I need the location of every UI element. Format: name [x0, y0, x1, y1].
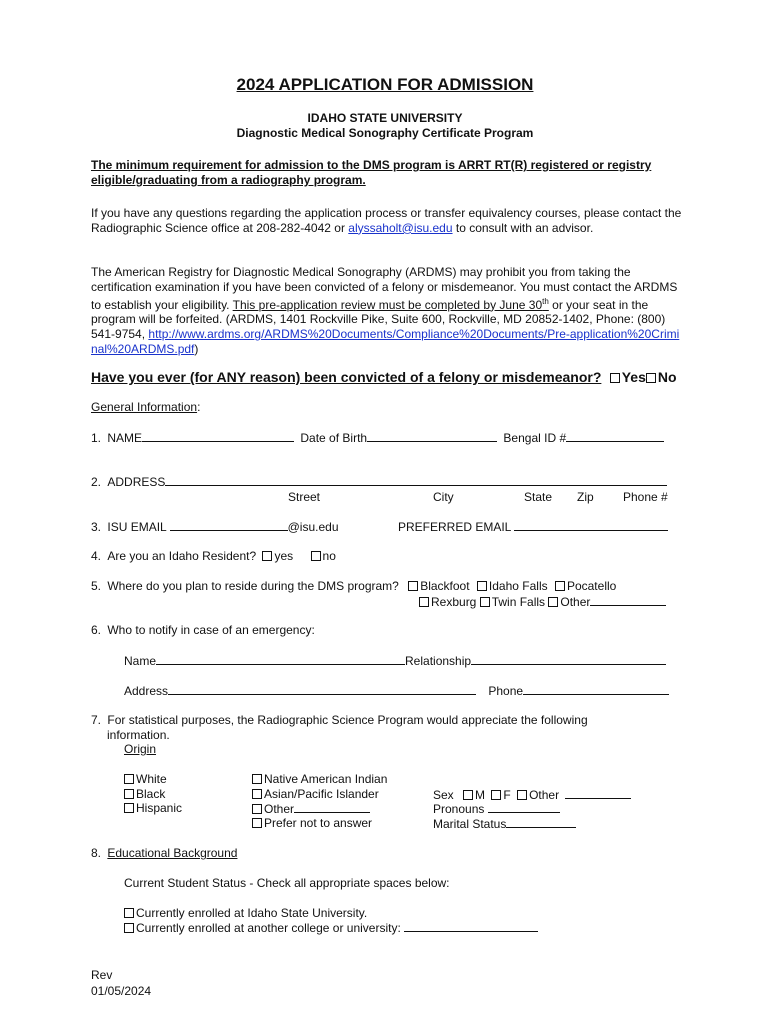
q4-row — [91, 549, 336, 563]
q1-row — [91, 430, 664, 445]
emergency-name-field[interactable] — [156, 653, 405, 665]
program-name: Diagnostic Medical Sonography Certificate Program — [236, 126, 534, 140]
checkbox-icon[interactable] — [124, 908, 134, 918]
phone-caption: Phone # — [623, 490, 668, 504]
relationship-label: Relationship — [405, 654, 472, 668]
checkbox-icon[interactable] — [610, 373, 620, 383]
q5-number: 5. — [91, 579, 102, 593]
education-heading: Educational Background — [107, 846, 238, 860]
emergency-question: Who to notify in case of an emergency: — [107, 623, 315, 637]
felony-yes-option[interactable]: Yes — [610, 369, 646, 385]
city-caption: City — [433, 490, 454, 504]
dob-label: Date of Birth — [300, 431, 368, 445]
ardms-url-link[interactable]: http://www.ardms.org/ARDMS%20Documents/Compliance%20Documents/Pre-application%20Criminal%20ARDMS.pdf — [91, 327, 680, 356]
origin-black[interactable]: Black — [124, 787, 165, 801]
option-rexburg[interactable]: Rexburg — [419, 595, 476, 609]
questions-text: If you have any questions regarding the application process or transfer equivalency courses, please contact the Radiographic Science office at 208-282-4042 or — [91, 206, 682, 235]
marital-label: Marital Status — [433, 817, 507, 831]
q5-row — [91, 579, 616, 593]
checkbox-icon[interactable] — [517, 790, 527, 800]
university-name: IDAHO STATE UNIVERSITY — [307, 111, 463, 125]
checkbox-icon[interactable] — [124, 803, 134, 813]
ardms-text-3: ) — [194, 341, 199, 356]
checkbox-icon[interactable] — [491, 790, 501, 800]
option-pocatello[interactable]: Pocatello — [555, 579, 616, 593]
questions-text-end: to consult with an advisor. — [452, 220, 594, 235]
option-blackfoot[interactable]: Blackfoot — [408, 579, 469, 593]
checkbox-icon[interactable] — [477, 581, 487, 591]
q6-number: 6. — [91, 623, 102, 637]
q8-number: 8. — [91, 846, 102, 860]
marital-row — [433, 816, 576, 831]
ardms-paragraph — [91, 265, 681, 357]
pronouns-field[interactable] — [488, 801, 560, 813]
ardms-text: The American Registry for Diagnostic Medical Sonography (ARDMS) may prohibit you from taking the certification examination if you have been convicted of a felony or misdemeanor. You must contact the ARDMS to establish your eligibility. — [91, 265, 678, 312]
state-caption: State — [524, 490, 553, 504]
emergency-row-2 — [124, 683, 669, 698]
q6-row — [91, 623, 315, 637]
q8-row — [91, 846, 237, 860]
statistical-text-2: information. — [107, 728, 170, 742]
enrolled-other-option[interactable]: Currently enrolled at another college or university: — [124, 920, 538, 935]
checkbox-icon[interactable] — [252, 774, 262, 784]
felony-no-option[interactable]: No — [646, 369, 677, 385]
checkbox-icon[interactable] — [408, 581, 418, 591]
felony-question: Have you ever (for ANY reason) been convicted of a felony or misdemeanor? — [91, 369, 602, 385]
dob-field[interactable] — [367, 430, 497, 442]
marital-field[interactable] — [506, 816, 576, 828]
emergency-name-label: Name — [124, 654, 157, 668]
sex-m-option[interactable]: M — [463, 788, 485, 802]
checkbox-icon[interactable] — [252, 804, 262, 814]
checkbox-icon[interactable] — [124, 774, 134, 784]
q1-number: 1. — [91, 431, 102, 445]
checkbox-icon[interactable] — [262, 551, 272, 561]
admission-requirement: The minimum requirement for admission to the DMS program is ARRT RT(R) registered or registry eligible/graduating from a radiography program. — [91, 158, 652, 187]
emergency-phone-label: Phone — [488, 684, 524, 698]
checkbox-icon[interactable] — [646, 373, 656, 383]
sex-other-field[interactable] — [565, 787, 631, 799]
other-college-field[interactable] — [404, 920, 538, 932]
isu-email-label: ISU EMAIL — [107, 520, 167, 534]
origin-heading: Origin — [124, 742, 157, 756]
resident-yes-option[interactable]: yes — [262, 549, 293, 563]
origin-asian-pacific[interactable]: Asian/Pacific Islander — [252, 787, 379, 801]
address-label: ADDRESS — [107, 475, 166, 489]
ardms-deadline — [233, 298, 549, 312]
preferred-email-row — [398, 519, 668, 534]
checkbox-icon[interactable] — [252, 818, 262, 828]
questions-paragraph — [91, 206, 691, 236]
q7-row — [91, 713, 588, 727]
ardms-text-2: or your seat in the program will be forfeited. (ARDMS, 1401 Rockville Pike, Suite 600, Rockville, MD 20852-1402, Phone: (800) 541-9754, — [91, 297, 666, 342]
relationship-field[interactable] — [471, 653, 666, 665]
ardms-deadline-sup: th — [542, 296, 549, 306]
option-idaho-falls[interactable]: Idaho Falls — [477, 579, 548, 593]
emergency-address-field[interactable] — [168, 683, 476, 695]
sex-other-option[interactable]: Other — [517, 788, 559, 802]
origin-other[interactable]: Other — [252, 801, 370, 816]
ardms-deadline-text: This pre-application review must be completed by June 30 — [232, 297, 543, 312]
option-other[interactable]: Other — [548, 595, 590, 609]
address-field[interactable] — [165, 474, 667, 486]
sex-label: Sex — [433, 788, 454, 802]
q2-row — [91, 474, 667, 489]
bengal-id-field[interactable] — [566, 430, 664, 442]
isu-email-field[interactable] — [170, 519, 288, 531]
emergency-row-1 — [124, 653, 666, 668]
checkbox-icon[interactable] — [419, 597, 429, 607]
origin-prefer-not[interactable]: Prefer not to answer — [252, 816, 372, 830]
sex-row — [433, 787, 631, 802]
pronouns-label: Pronouns — [433, 802, 485, 816]
checkbox-icon[interactable] — [480, 597, 490, 607]
checkbox-icon[interactable] — [555, 581, 565, 591]
resident-question: Are you an Idaho Resident? — [107, 549, 257, 563]
name-field[interactable] — [142, 430, 294, 442]
pronouns-row — [433, 801, 560, 816]
origin-other-field[interactable] — [294, 801, 370, 813]
advisor-email-link[interactable]: alyssaholt@isu.edu — [348, 220, 453, 235]
emergency-phone-field[interactable] — [523, 683, 669, 695]
option-twin-falls[interactable]: Twin Falls — [480, 595, 545, 609]
general-info-label: General Information — [91, 400, 198, 414]
street-caption: Street — [288, 490, 321, 504]
statistical-text: For statistical purposes, the Radiographic Science Program would appreciate the following — [107, 713, 588, 727]
felony-question-row — [91, 369, 677, 385]
preferred-email-field[interactable] — [514, 519, 668, 531]
zip-caption: Zip — [577, 490, 594, 504]
enrolled-isu-option[interactable]: Currently enrolled at Idaho State University. — [124, 906, 367, 920]
q2-number: 2. — [91, 475, 102, 489]
checkbox-icon[interactable] — [311, 551, 321, 561]
sex-f-option[interactable]: F — [491, 788, 510, 802]
general-info-heading — [91, 400, 200, 414]
q3-number: 3. — [91, 520, 102, 534]
checkbox-icon[interactable] — [463, 790, 473, 800]
student-status-text: Current Student Status - Check all appropriate spaces below: — [124, 876, 450, 890]
emergency-address-label: Address — [124, 684, 169, 698]
checkbox-icon[interactable] — [548, 597, 558, 607]
general-info-colon: : — [197, 400, 201, 414]
footer-rev: Rev — [91, 968, 113, 982]
origin-native-american[interactable]: Native American Indian — [252, 772, 387, 786]
origin-white[interactable]: White — [124, 772, 167, 786]
preferred-email-label: PREFERRED EMAIL — [398, 520, 511, 534]
name-label: NAME — [107, 431, 143, 445]
checkbox-icon[interactable] — [124, 923, 134, 933]
checkbox-icon[interactable] — [252, 789, 262, 799]
bengal-id-label: Bengal ID # — [503, 431, 567, 445]
other-location-field[interactable] — [590, 594, 666, 606]
resident-no-option[interactable]: no — [311, 549, 336, 563]
q7-number: 7. — [91, 713, 102, 727]
reside-question: Where do you plan to reside during the DMS program? — [107, 579, 399, 593]
origin-hispanic[interactable]: Hispanic — [124, 801, 182, 815]
q5-row-2 — [419, 594, 666, 609]
checkbox-icon[interactable] — [124, 789, 134, 799]
footer-date: 01/05/2024 — [91, 984, 152, 998]
isu-domain: @isu.edu — [287, 520, 339, 534]
page-title: 2024 APPLICATION FOR ADMISSION — [236, 75, 534, 94]
q4-number: 4. — [91, 549, 102, 563]
q3-row — [91, 519, 339, 534]
